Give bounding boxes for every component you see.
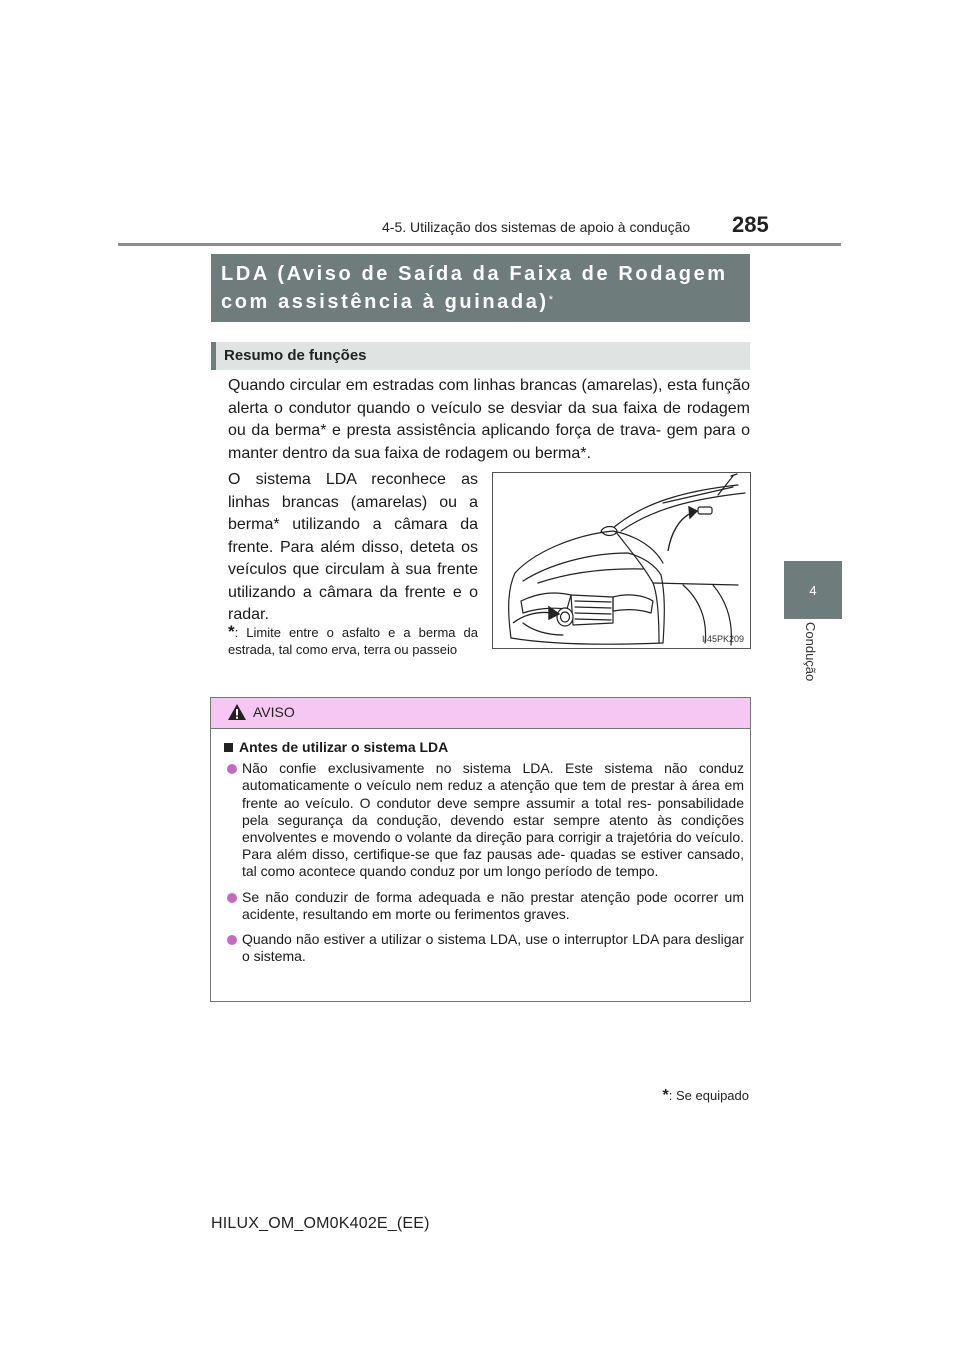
system-paragraph: O sistema LDA reconhece as linhas brancas (amarelas) ou a berma* utilizando a câmara da frente. Para além disso, deteta os veículos que circulam à sua frente utilizando a câmara da frente e o radar. xyxy=(228,471,478,623)
title-marker: * xyxy=(548,294,553,306)
subheading-bar xyxy=(211,342,750,370)
warning-subheading xyxy=(224,739,744,756)
square-bullet-icon xyxy=(224,743,233,752)
equipped-note xyxy=(612,1087,749,1105)
subheading-accent xyxy=(211,342,216,370)
chapter-number: 4 xyxy=(809,582,817,598)
section-title: 4-5. Utilização dos sistemas de apoio à condução xyxy=(382,219,691,235)
chapter-label-container xyxy=(792,622,832,712)
subheading-text: Resumo de funções xyxy=(224,347,367,364)
figure-code: II45PK209 xyxy=(701,634,744,644)
footnote-marker: * xyxy=(228,622,235,641)
vehicle-front-drawing xyxy=(493,473,750,648)
footnote-text: : Limite entre o asfalto e a berma da estrada, tal como erva, terra ou passeio xyxy=(228,625,478,657)
warning-header xyxy=(211,698,750,729)
document-code: HILUX_OM_OM0K402E_(EE) xyxy=(211,1215,430,1232)
chapter-tab xyxy=(784,561,842,619)
footnote xyxy=(228,623,478,658)
warning-box xyxy=(210,697,751,1002)
round-bullet-icon xyxy=(227,935,237,945)
warning-item xyxy=(224,760,744,880)
warning-triangle-icon xyxy=(227,703,247,721)
warning-body xyxy=(224,739,744,965)
vehicle-illustration xyxy=(492,472,751,649)
intro-paragraph: Quando circular em estradas com linhas brancas (amarelas), esta função alerta o condutor quando o veículo se desviar da sua faixa de rodagem ou da berma* e presta assistência aplicando força de trava- gem para o manter dentro da sua faixa de rodagem ou berma*. xyxy=(228,377,750,462)
page-title-text: LDA (Aviso de Saída da Faixa de Rodagem com assistência à guinada) xyxy=(221,263,728,313)
warning-subheading-text: Antes de utilizar o sistema LDA xyxy=(239,739,449,755)
round-bullet-icon xyxy=(227,764,237,774)
warning-item-text: Quando não estiver a utilizar o sistema LDA, use o interruptor LDA para desligar o sistema. xyxy=(242,931,744,965)
chapter-label: Condução xyxy=(803,622,818,682)
warning-item xyxy=(224,889,744,923)
warning-item-text: Se não conduzir de forma adequada e não prestar atenção pode ocorrer um acidente, resultando em morte ou ferimentos graves. xyxy=(242,888,744,922)
page-title xyxy=(221,260,746,316)
equipped-marker: * xyxy=(662,1087,669,1104)
header-rule xyxy=(118,243,841,246)
warning-item xyxy=(224,931,744,965)
warning-title: AVISO xyxy=(253,704,295,720)
title-block xyxy=(211,254,750,322)
round-bullet-icon xyxy=(227,893,237,903)
equipped-text: : Se equipado xyxy=(668,1088,749,1103)
warning-item-text: Não confie exclusivamente no sistema LDA. Este sistema não conduz automaticamente o veículo nem reduz a atenção que tem de prestar à área em frente ao veículo. O condutor deve sempre assumir a total res- ponsabilidade pela segurança da condução, devendo estar sempre atento às condições envolventes e movendo o volante da direção para corrigir a trajetória do veículo. Para além disso, certifique-se que faz pausas ade- quadas se estiver cansado, tal como acontece quando conduz por um longo período de tempo. xyxy=(242,760,744,880)
page-number: 285 xyxy=(732,212,769,237)
